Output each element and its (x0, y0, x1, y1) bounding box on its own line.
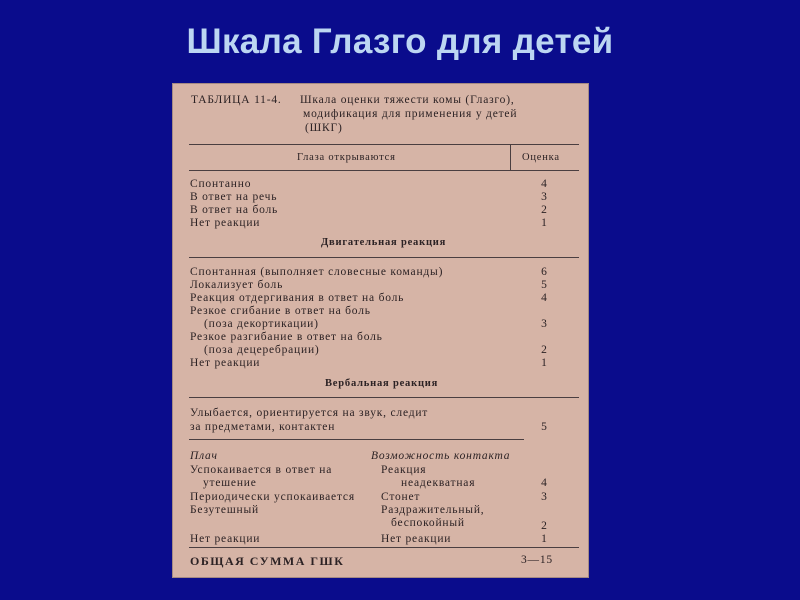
slide-title: Шкала Глазго для детей (186, 22, 614, 61)
motor-row-score: 2 (541, 344, 547, 356)
motor-row-label: Локализует боль (190, 279, 284, 291)
verbal-row-left: Безутешный (190, 504, 259, 516)
motor-row-label: Резкое сгибание в ответ на боль (190, 305, 371, 317)
table-caption-line-2: модификация для применения у детей (303, 108, 518, 120)
motor-row-score: 4 (541, 292, 547, 304)
header-rule-bottom (189, 170, 579, 171)
verbal-top-score: 5 (541, 421, 547, 433)
motor-row-score: 6 (541, 266, 547, 278)
verbal-row-score: 1 (541, 533, 547, 545)
total-label: ОБЩАЯ СУММА ГШК (190, 554, 345, 568)
motor-row-label-cont: (поза децеребрации) (204, 344, 320, 356)
motor-row-score: 5 (541, 279, 547, 291)
verbal-row-right: Стонет (381, 491, 421, 503)
verbal-row-score: 2 (541, 520, 547, 532)
total-range: 3—15 (521, 554, 553, 566)
motor-rule (189, 257, 579, 258)
total-rule (189, 547, 579, 548)
verbal-col-left-heading: Плач (190, 450, 218, 462)
motor-row-label: Реакция отдергивания в ответ на боль (190, 292, 405, 304)
eyes-row-score: 1 (541, 217, 547, 229)
verbal-row-left-cont: утешение (203, 477, 257, 489)
header-rule-top (189, 144, 579, 145)
eyes-row-label: В ответ на речь (190, 191, 278, 203)
motor-row-label: Нет реакции (190, 357, 261, 369)
eyes-row-score: 3 (541, 191, 547, 203)
verbal-row-left: Периодически успокаивается (190, 491, 355, 503)
header-eyes: Глаза открываются (297, 152, 396, 163)
verbal-row-left: Успокаивается в ответ на (190, 464, 333, 476)
verbal-row-score: 4 (541, 477, 547, 489)
motor-heading: Двигательная реакция (321, 237, 447, 248)
verbal-row-right: Реакция (381, 464, 427, 476)
verbal-row-left: Нет реакции (190, 533, 261, 545)
scanned-table (173, 84, 588, 577)
verbal-split-rule (189, 439, 524, 440)
eyes-row-label: Спонтанно (190, 178, 252, 190)
header-divider (510, 144, 511, 170)
verbal-rule (189, 397, 579, 398)
eyes-row-label: Нет реакции (190, 217, 261, 229)
eyes-row-label: В ответ на боль (190, 204, 279, 216)
table-caption-line-3: (ШКГ) (305, 122, 343, 134)
verbal-top-line-1: Улыбается, ориентируется на звук, следит (190, 407, 429, 419)
verbal-row-right-cont: беспокойный (391, 517, 465, 529)
eyes-row-score: 4 (541, 178, 547, 190)
verbal-row-score: 3 (541, 491, 547, 503)
motor-row-score: 1 (541, 357, 547, 369)
verbal-row-right: Раздражительный, (381, 504, 485, 516)
header-score: Оценка (522, 152, 560, 163)
eyes-row-score: 2 (541, 204, 547, 216)
motor-row-score: 3 (541, 318, 547, 330)
verbal-heading: Вербальная реакция (325, 378, 439, 389)
motor-row-label: Спонтанная (выполняет словесные команды) (190, 266, 444, 278)
motor-row-label: Резкое разгибание в ответ на боль (190, 331, 383, 343)
verbal-row-right-cont: неадекватная (401, 477, 476, 489)
verbal-row-right: Нет реакции (381, 533, 452, 545)
motor-row-label-cont: (поза декортикации) (204, 318, 319, 330)
verbal-top-line-2: за предметами, контактен (190, 421, 336, 433)
table-caption-line-1: Шкала оценки тяжести комы (Глазго), (300, 94, 515, 106)
verbal-col-right-heading: Возможность контакта (371, 450, 511, 462)
table-caption-label: ТАБЛИЦА 11-4. (191, 94, 282, 106)
